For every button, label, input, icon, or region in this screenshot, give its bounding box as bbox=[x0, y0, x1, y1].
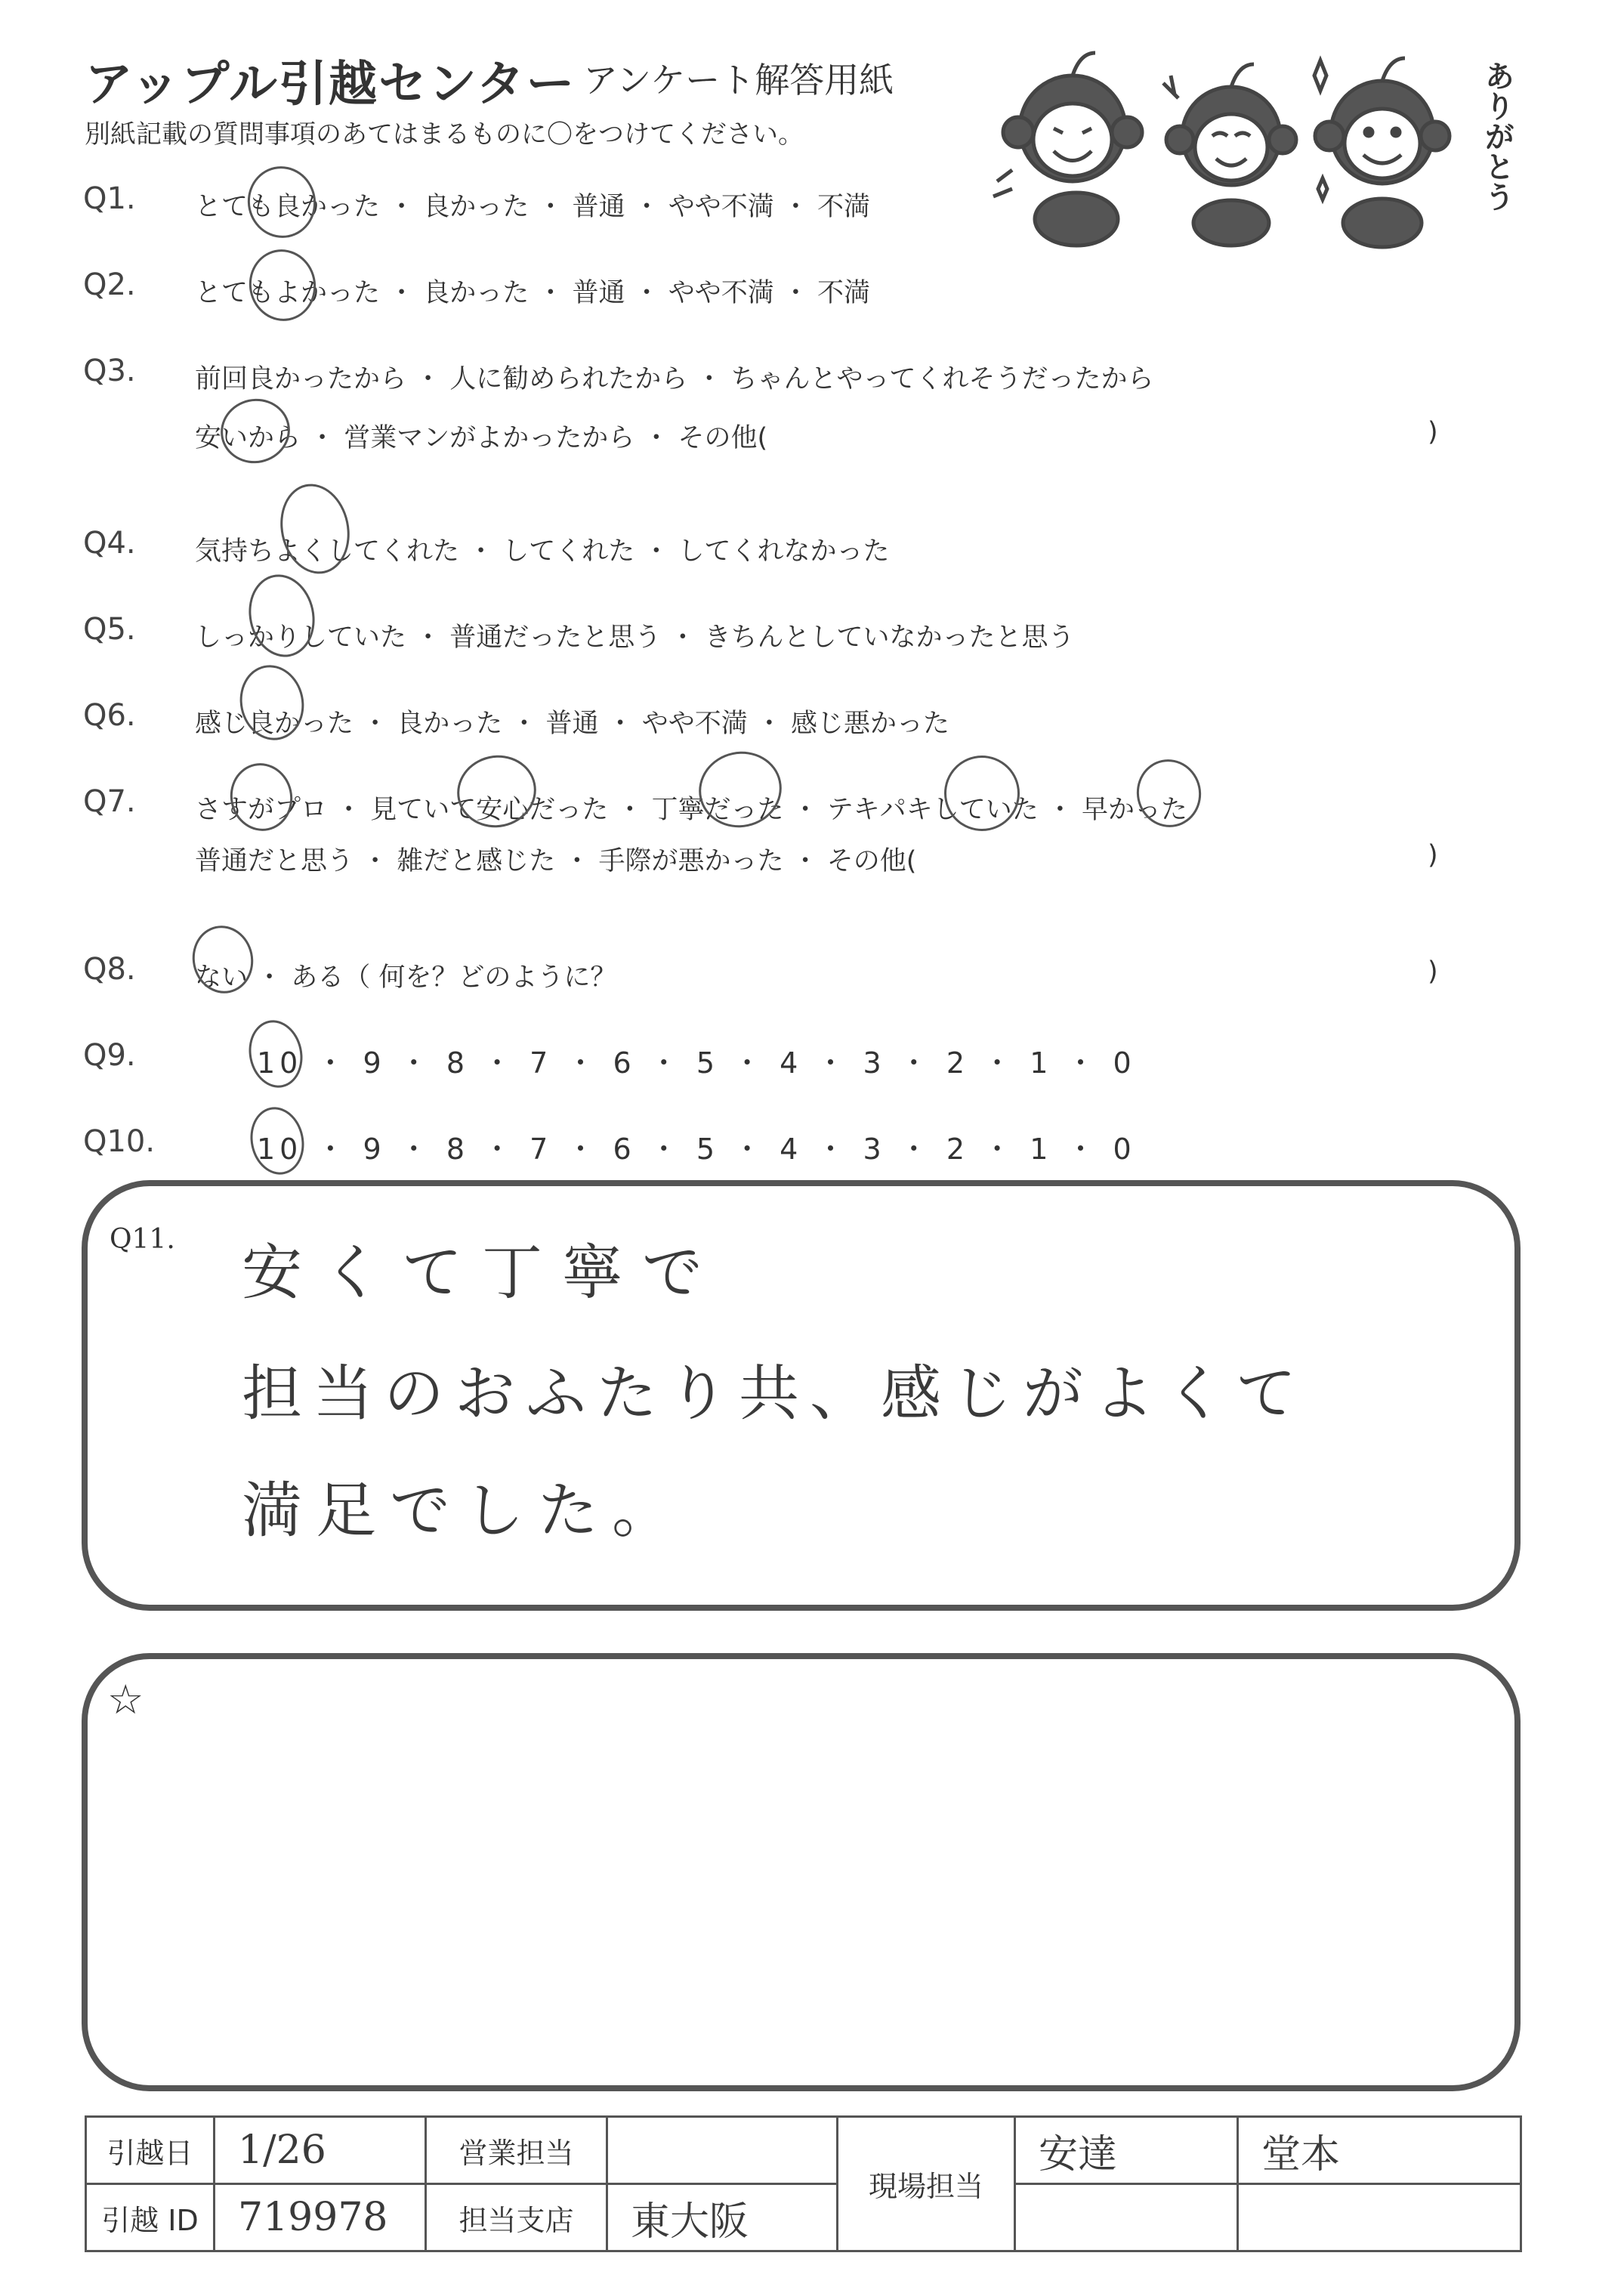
star-comment-box bbox=[82, 1653, 1521, 2091]
monkey-icon bbox=[1314, 58, 1450, 247]
move-date-value: 1/26 bbox=[215, 2117, 426, 2184]
site-staff-label: 現場担当 bbox=[838, 2117, 1015, 2251]
site-staff-empty-cell bbox=[1015, 2184, 1238, 2251]
question-q4-options: 気持ちよくしてくれた ・ してくれた ・ してくれなかった bbox=[195, 536, 890, 567]
mascot-caption: ありがとう bbox=[1480, 60, 1514, 212]
q11-answer-line1: 安くて丁寧で bbox=[242, 1238, 722, 1308]
question-number-q8: Q8. bbox=[83, 952, 136, 987]
answer-mark-q2 bbox=[242, 243, 323, 327]
move-id-value: 719978 bbox=[215, 2184, 426, 2251]
site-staff-empty-cell bbox=[1238, 2184, 1521, 2251]
monkey-mascots-illustration bbox=[982, 45, 1496, 249]
question-q10-scale: 10 ・ 9 ・ 8 ・ 7 ・ 6 ・ 5 ・ 4 ・ 3 ・ 2 ・ 1 ・ 0 bbox=[257, 1133, 1136, 1166]
answer-mark-q3 bbox=[215, 392, 296, 469]
question-q6-options: 感じ良かった ・ 良かった ・ 普通 ・ やや不満 ・ 感じ悪かった bbox=[195, 709, 950, 739]
question-number-q7: Q7. bbox=[83, 784, 136, 819]
move-date-label: 引越日 bbox=[86, 2117, 215, 2184]
monkey-icon bbox=[1163, 64, 1296, 246]
star-label: ☆ bbox=[107, 1676, 144, 1723]
question-q3-options-line2: 安いから ・ 営業マンがよかったから ・ その他( bbox=[195, 423, 768, 453]
branch-value: 東大阪 bbox=[607, 2184, 838, 2251]
question-number-q3: Q3. bbox=[83, 354, 136, 388]
answer-mark-q1 bbox=[241, 160, 323, 245]
footer-info-table bbox=[85, 2115, 1522, 2252]
q11-answer-line2: 担当のおふたり共、感じがよくて bbox=[242, 1358, 1307, 1429]
question-number-q6: Q6. bbox=[83, 698, 136, 733]
question-q3-options-line1: 前回良かったから ・ 人に勧められたから ・ ちゃんとやってくれそうだったから bbox=[195, 364, 1154, 394]
monkey-icon bbox=[993, 53, 1142, 246]
branch-label: 担当支店 bbox=[426, 2184, 607, 2251]
question-number-q5: Q5. bbox=[83, 612, 136, 647]
close-paren-q7: ) bbox=[1428, 840, 1438, 870]
close-paren-q3: ) bbox=[1428, 417, 1438, 447]
site-staff-1: 安達 bbox=[1015, 2117, 1238, 2184]
question-number-q9: Q9. bbox=[83, 1038, 136, 1073]
question-number-q2: Q2. bbox=[83, 267, 136, 302]
form-subtitle: アンケート解答用紙 bbox=[583, 60, 894, 100]
close-paren-q8: ) bbox=[1428, 956, 1438, 987]
site-staff-2: 堂本 bbox=[1238, 2117, 1521, 2184]
q11-label: Q11. bbox=[110, 1224, 175, 1255]
instruction-text: 別紙記載の質問事項のあてはまるものに〇をつけてください。 bbox=[85, 119, 804, 150]
company-title: アップル引越センター bbox=[85, 57, 576, 113]
sales-staff-label: 営業担当 bbox=[426, 2117, 607, 2184]
question-q9-scale: 10 ・ 9 ・ 8 ・ 7 ・ 6 ・ 5 ・ 4 ・ 3 ・ 2 ・ 1 ・ 0 bbox=[257, 1046, 1136, 1080]
sales-staff-value bbox=[607, 2117, 838, 2184]
question-q2-options: とてもよかった ・ 良かった ・ 普通 ・ やや不満 ・ 不満 bbox=[195, 278, 871, 308]
question-number-q10: Q10. bbox=[83, 1124, 156, 1159]
question-q5-options: しっかりしていた ・ 普通だったと思う ・ きちんとしていなかったと思う bbox=[195, 623, 1075, 653]
question-number-q4: Q4. bbox=[83, 526, 136, 561]
question-number-q1: Q1. bbox=[83, 181, 136, 216]
question-q7-options-line1: さすがプロ ・ 見ていて安心だった ・ 丁寧だった ・ テキパキしていた ・ 早かった bbox=[195, 795, 1188, 825]
question-q1-options: とても良かった ・ 良かった ・ 普通 ・ やや不満 ・ 不満 bbox=[195, 192, 871, 222]
question-q8-options: ない ・ ある（ 何を？どのように？ bbox=[195, 963, 617, 993]
move-id-label: 引越 ID bbox=[86, 2184, 215, 2251]
answer-mark-q10 bbox=[244, 1102, 310, 1180]
question-q7-options-line2: 普通だと思う ・ 雑だと感じた ・ 手際が悪かった ・ その他( bbox=[195, 846, 917, 876]
q11-answer-line3: 満足でした。 bbox=[242, 1476, 686, 1546]
